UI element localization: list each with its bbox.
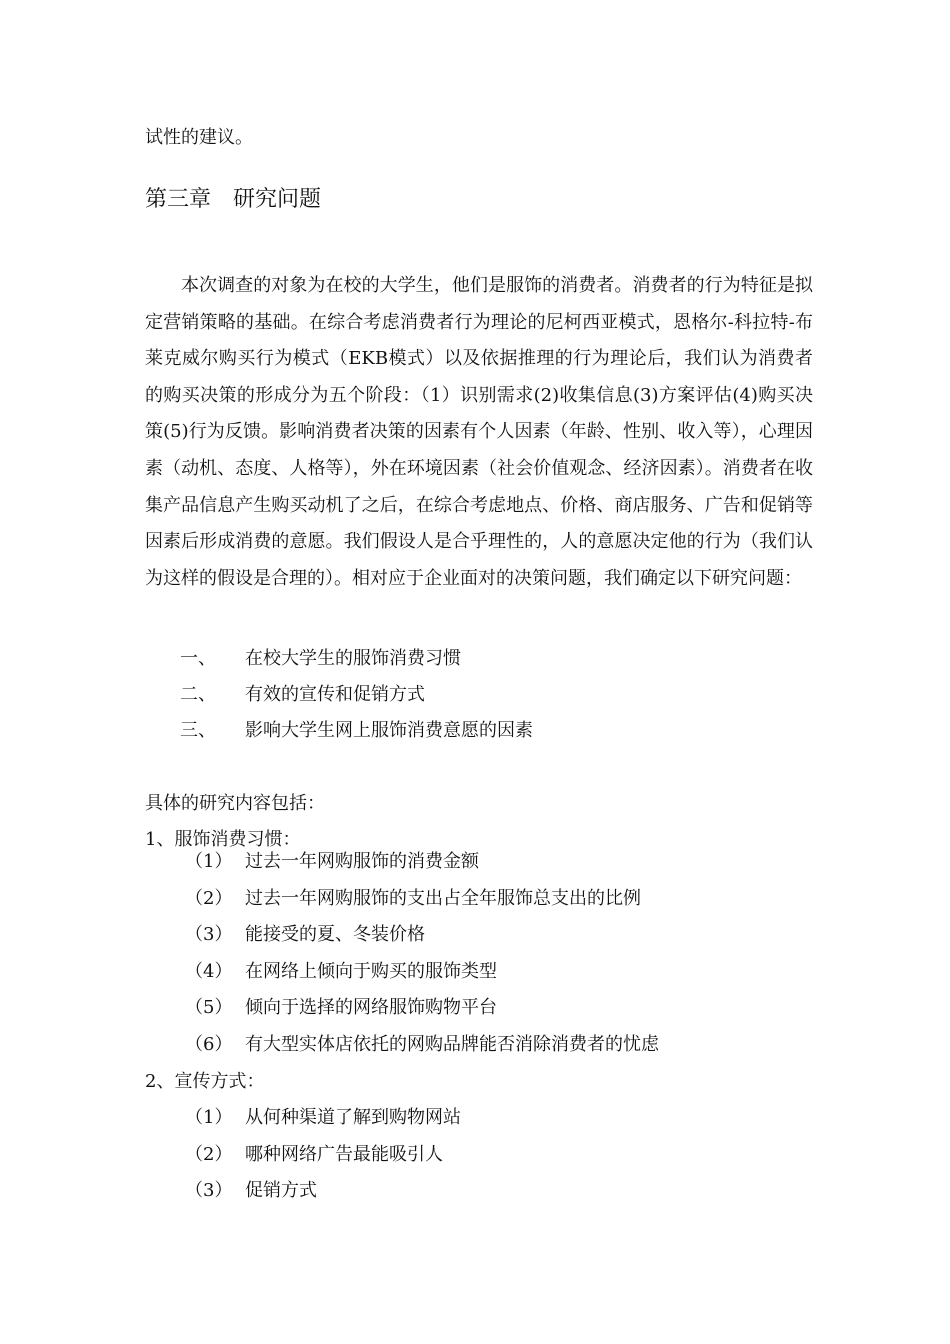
content-intro: 具体的研究内容包括：: [145, 793, 325, 814]
item-text: 有大型实体店依托的网购品牌能否消除消费者的忧虑: [245, 1034, 659, 1055]
item-text: 能接受的夏、冬装价格: [245, 924, 425, 945]
section-title: 1、服饰消费习惯：: [145, 829, 301, 850]
item-text: 过去一年网购服饰的消费金额: [245, 851, 479, 872]
question-number: 二、: [180, 684, 216, 705]
item-number: （2）: [185, 1144, 233, 1165]
item-number: （3）: [185, 1180, 233, 1201]
item-number: （6）: [185, 1034, 233, 1055]
question-number: 三、: [180, 720, 216, 741]
item-number: （1）: [185, 1107, 233, 1128]
intro-fragment: 试性的建议。: [145, 127, 253, 148]
body-paragraph: 本次调查的对象为在校的大学生，他们是服饰的消费者。消费者的行为特征是拟定营销策略的基础。在综合考虑消费者行为理论的尼柯西亚模式，恩格尔-科拉特-布莱克威尔购买行为模式（EKB模式）以及依据推理的行为理论后，我们认为消费者的购买决策的形成分为五个阶段：（1）识别需求(2)收集信息(3)方案评估(4)购买决策(5)行为反馈。影响消费者决策的因素有个人因素（年龄、性别、收入等），心理因素（动机、态度、人格等），外在环境因素（社会价值观念、经济因素）。消费者在收集产品信息产生购买动机了之后，在综合考虑地点、价格、商店服务、广告和促销等因素后形成消费的意愿。我们假设人是合乎理性的，人的意愿决定他的行为（我们认为这样的假设是合理的）。相对应于企业面对的决策问题，我们确定以下研究问题：: [145, 275, 813, 589]
chapter-heading: 第三章 研究问题: [145, 187, 322, 212]
item-text: 哪种网络广告最能吸引人: [245, 1144, 443, 1165]
section-title: 2、宣传方式：: [145, 1071, 265, 1092]
question-number: 一、: [180, 648, 216, 669]
question-text: 在校大学生的服饰消费习惯: [245, 648, 461, 669]
item-text: 过去一年网购服饰的支出占全年服饰总支出的比例: [245, 888, 641, 909]
item-number: （3）: [185, 924, 233, 945]
item-text: 促销方式: [245, 1180, 317, 1201]
item-text: 倾向于选择的网络服饰购物平台: [245, 997, 497, 1018]
question-text: 影响大学生网上服饰消费意愿的因素: [245, 720, 533, 741]
item-number: （4）: [185, 961, 233, 982]
question-text: 有效的宣传和促销方式: [245, 684, 425, 705]
item-number: （1）: [185, 851, 233, 872]
item-number: （2）: [185, 888, 233, 909]
item-text: 从何种渠道了解到购物网站: [245, 1107, 461, 1128]
item-text: 在网络上倾向于购买的服饰类型: [245, 961, 497, 982]
item-number: （5）: [185, 997, 233, 1018]
